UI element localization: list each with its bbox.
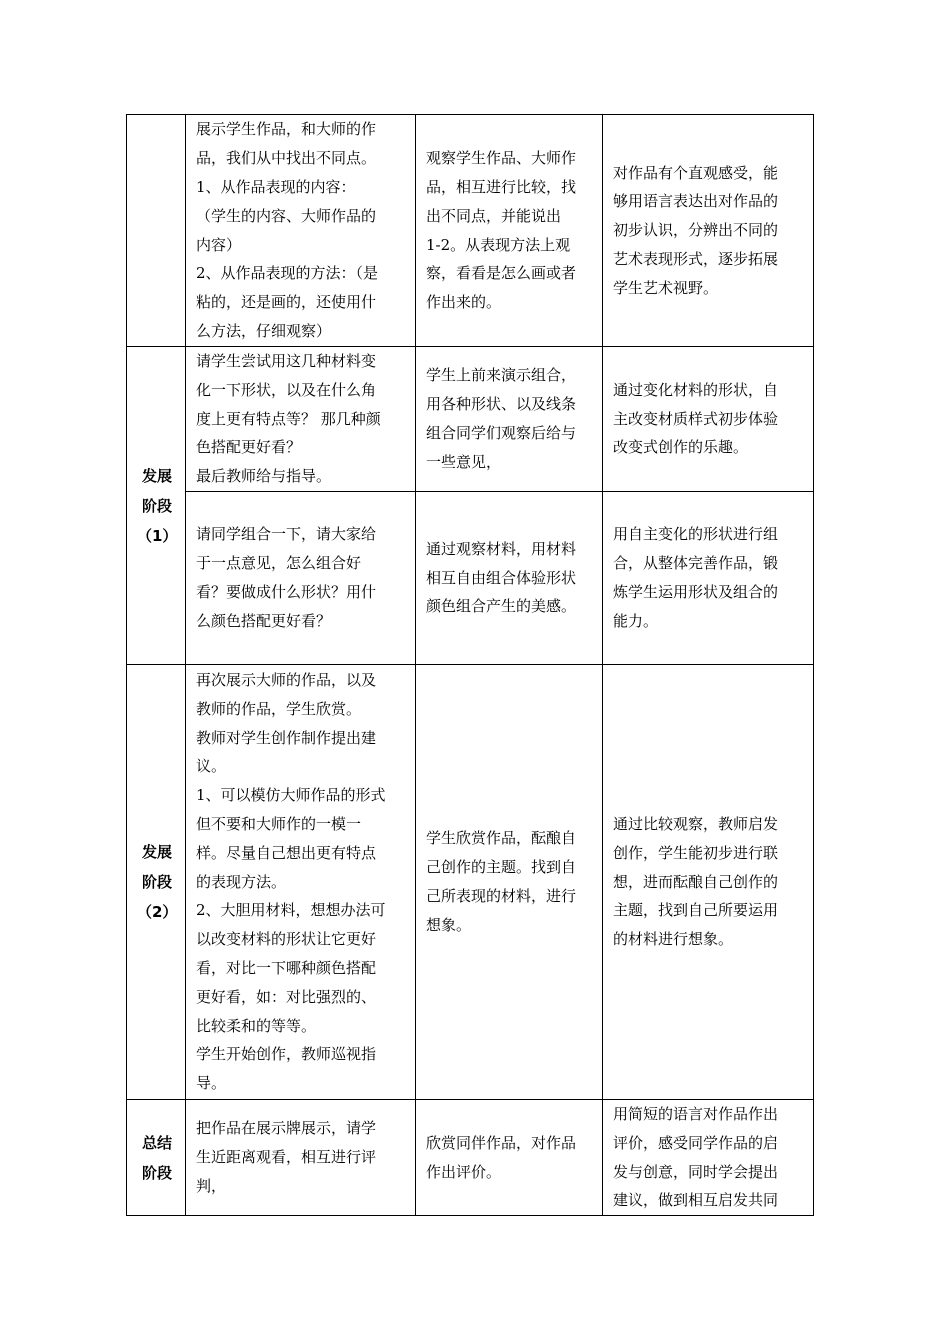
stage-cell: 总结 阶段 [127,1100,186,1216]
teacher-activity-cell: 再次展示大师的作品，以及 教师的作品，学生欣赏。 教师对学生创作制作提出建 议。 1、可以模仿大师作品的形式 但不要和大师作的一模一 样。尽量自己想出更有特点 的表现方法。 2、大胆用材料，想想办法可 以改变材料的形状让它更好 看，对比一下哪种颜色搭配 更好看，如：对比强烈的、 比较柔和的等等。 学生开始创作，教师巡视指 导。 [186,665,416,1100]
student-activity-cell: 观察学生作品、大师作 品，相互进行比较，找 出不同点，并能说出 1-2。从表现方法上观 察，看看是怎么画或者 作出来的。 [416,115,603,347]
table-row [127,115,814,347]
teacher-activity-cell: 请同学组合一下，请大家给 于一点意见，怎么组合好 看？要做成什么形状？用什 么颜色搭配更好看？ [186,492,416,665]
teacher-activity-cell: 请学生尝试用这几种材料变 化一下形状，以及在什么角 度上更有特点等？ 那几种颜 色搭配更好看？ 最后教师给与指导。 [186,347,416,492]
lesson-plan-table [126,114,814,1216]
table-row [127,492,814,665]
stage-cell: 发展 阶段 （2） [127,665,186,1100]
student-activity-cell: 通过观察材料，用材料 相互自由组合体验形状 颜色组合产生的美感。 [416,492,603,665]
stage-cell [127,115,186,347]
student-activity-cell: 学生上前来演示组合， 用各种形状、以及线条 组合同学们观察后给与 一些意见， [416,347,603,492]
table-row [127,347,814,492]
teacher-activity-cell: 把作品在展示牌展示，请学 生近距离观看，相互进行评 判， [186,1100,416,1216]
table-row [127,665,814,1100]
design-intent-cell: 通过比较观察，教师启发 创作，学生能初步进行联 想，进而酝酿自己创作的 主题，找到自己所要运用 的材料进行想象。 [603,665,814,1100]
design-intent-cell: 用简短的语言对作品作出 评价，感受同学作品的启 发与创意，同时学会提出 建议，做到相互启发共同 [603,1100,814,1216]
stage-cell: 发展 阶段 （1） [127,347,186,665]
table-row [127,1100,814,1216]
design-intent-cell: 通过变化材料的形状，自 主改变材质样式初步体验 改变式创作的乐趣。 [603,347,814,492]
student-activity-cell: 欣赏同伴作品，对作品 作出评价。 [416,1100,603,1216]
design-intent-cell: 用自主变化的形状进行组 合，从整体完善作品，锻 炼学生运用形状及组合的 能力。 [603,492,814,665]
student-activity-cell: 学生欣赏作品，酝酿自 己创作的主题。找到自 己所表现的材料，进行 想象。 [416,665,603,1100]
teacher-activity-cell: 展示学生作品，和大师的作 品，我们从中找出不同点。 1、从作品表现的内容： （学生的内容、大师作品的 内容） 2、从作品表现的方法：（是 粘的，还是画的，还使用什 么方法，仔细观察） [186,115,416,347]
design-intent-cell: 对作品有个直观感受，能 够用语言表达出对作品的 初步认识，分辨出不同的 艺术表现形式，逐步拓展 学生艺术视野。 [603,115,814,347]
